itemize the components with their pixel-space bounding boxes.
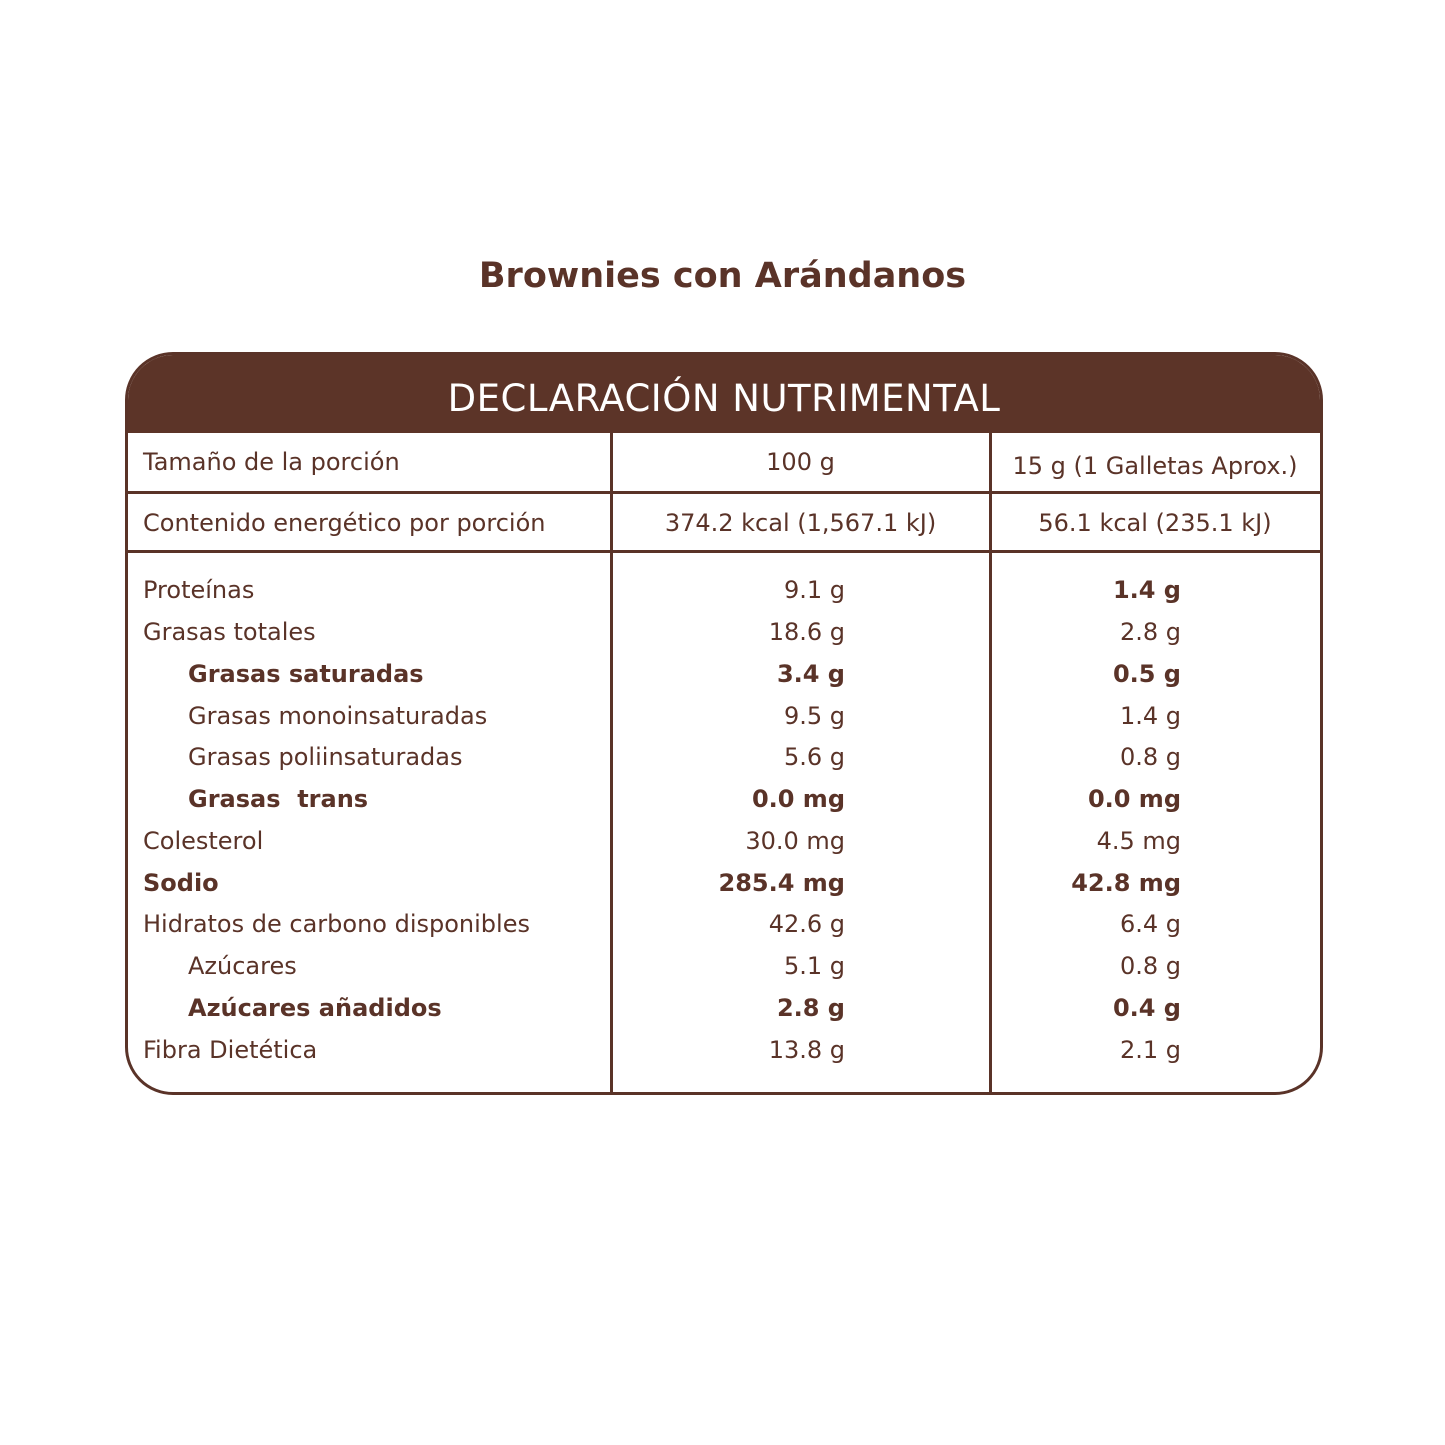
nutrient-value-100g: 18.6 g — [768, 618, 845, 646]
serving-size-100g: 100 g — [766, 448, 835, 476]
nutrient-value-portion: 2.1 g — [1119, 1036, 1181, 1064]
nutrient-value-100g: 5.1 g — [783, 952, 845, 980]
nutrient-row-fibra — [128, 1036, 1320, 1078]
nutrient-value-portion: 2.8 g — [1119, 618, 1181, 646]
nutrient-name: Grasas totales — [143, 618, 316, 646]
nutrient-value-portion: 0.0 mg — [1087, 785, 1181, 813]
energy-portion: 56.1 kcal (235.1 kJ) — [1038, 509, 1272, 537]
nutrient-value-portion: 6.4 g — [1119, 910, 1181, 938]
nutrient-name: Hidratos de carbono disponibles — [143, 910, 530, 938]
nutrient-name: Grasas saturadas — [188, 660, 424, 688]
nutrient-value-portion: 1.4 g — [1112, 576, 1181, 604]
nutrient-row-grasas-poliinsaturadas — [128, 743, 1320, 785]
nutrient-value-100g: 2.8 g — [776, 994, 845, 1022]
serving-size-label: Tamaño de la porción — [143, 448, 400, 476]
nutrient-name: Azúcares — [188, 952, 297, 980]
nutrient-row-colesterol — [128, 827, 1320, 869]
nutrient-value-100g: 0.0 mg — [751, 785, 845, 813]
nutrient-row-proteinas — [128, 576, 1320, 618]
nutrient-value-portion: 0.8 g — [1119, 743, 1181, 771]
table-header: DECLARACIÓN NUTRIMENTAL — [128, 355, 1320, 433]
nutrient-value-100g: 9.1 g — [783, 576, 845, 604]
nutrient-value-100g: 9.5 g — [783, 702, 845, 730]
nutrient-row-azucares-anadidos — [128, 994, 1320, 1036]
nutrient-name: Fibra Dietética — [143, 1036, 318, 1064]
row-divider-1 — [128, 491, 1320, 494]
nutrient-value-portion: 0.5 g — [1112, 660, 1181, 688]
nutrient-value-100g: 13.8 g — [768, 1036, 845, 1064]
nutrient-row-azucares — [128, 952, 1320, 994]
nutrient-name: Colesterol — [143, 827, 264, 855]
nutrient-row-grasas-totales — [128, 618, 1320, 660]
nutrient-row-grasas-trans — [128, 785, 1320, 827]
nutrient-value-100g: 3.4 g — [776, 660, 845, 688]
nutrient-value-portion: 1.4 g — [1119, 702, 1181, 730]
nutrient-value-portion: 42.8 mg — [1071, 869, 1181, 897]
nutrient-row-grasas-saturadas — [128, 660, 1320, 702]
nutrient-name: Grasas trans — [188, 785, 369, 813]
nutrient-value-portion: 4.5 mg — [1096, 827, 1181, 855]
serving-size-portion: 15 g (1 Galletas Aprox.) — [1012, 452, 1298, 480]
nutrient-value-portion: 0.4 g — [1112, 994, 1181, 1022]
energy-label: Contenido energético por porción — [143, 509, 546, 537]
nutrient-name: Proteínas — [143, 576, 255, 604]
nutrient-value-100g: 285.4 mg — [718, 869, 845, 897]
nutrient-name: Grasas poliinsaturadas — [188, 743, 463, 771]
product-title: Brownies con Arándanos — [478, 256, 967, 296]
nutrient-value-100g: 42.6 g — [768, 910, 845, 938]
nutrition-table — [125, 352, 1323, 1095]
nutrient-row-grasas-monoinsaturadas — [128, 702, 1320, 744]
nutrient-value-100g: 5.6 g — [783, 743, 845, 771]
nutrient-name: Azúcares añadidos — [188, 994, 442, 1022]
energy-100g: 374.2 kcal (1,567.1 kJ) — [664, 509, 937, 537]
nutrient-value-100g: 30.0 mg — [745, 827, 845, 855]
nutrient-value-portion: 0.8 g — [1119, 952, 1181, 980]
nutrient-name: Grasas monoinsaturadas — [188, 702, 488, 730]
nutrient-row-sodio — [128, 869, 1320, 911]
row-divider-2 — [128, 550, 1320, 553]
nutrient-row-hidratos — [128, 910, 1320, 952]
nutrient-name: Sodio — [143, 869, 219, 897]
